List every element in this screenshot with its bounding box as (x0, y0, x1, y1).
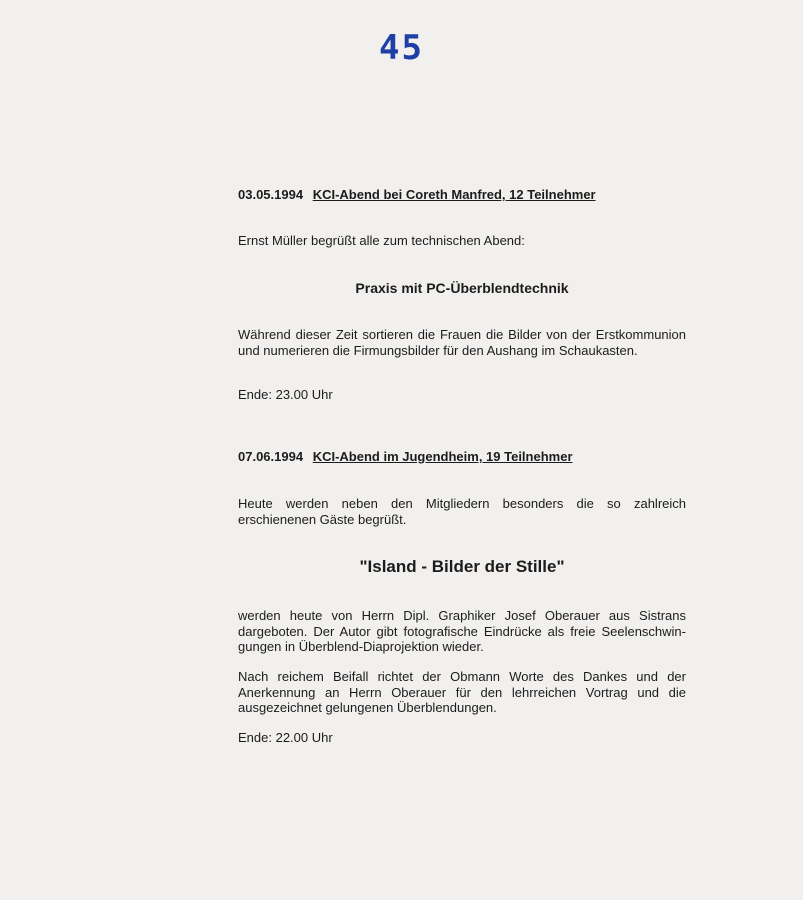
entry-intro: Heute werden neben den Mitgliedern besonders die so zahlreich erschienenen Gäste begrüßt. (238, 496, 686, 527)
entry-paragraph: werden heute von Herrn Dipl. Graphiker Josef Oberauer aus Sistrans dargeboten. Der Autor gibt fotografische Eindrücke als freie Seelenschwin-gungen in Überblend-Diaprojektion wieder. (238, 608, 686, 654)
entry-end-time: Ende: 23.00 Uhr (238, 387, 333, 402)
entry-header (238, 187, 596, 202)
entry-topic: "Island - Bilder der Stille" (359, 557, 565, 576)
entry-title: KCI-Abend bei Coreth Manfred, 12 Teilnehmer (312, 187, 596, 202)
page-number: 45 (379, 28, 424, 68)
entry-date: 07.06.1994 (238, 449, 304, 464)
entry-paragraph: Während dieser Zeit sortieren die Frauen die Bilder von der Erstkommunion und numerieren die Firmungsbilder für den Aushang im Schaukasten. (238, 327, 686, 358)
entry-intro: Ernst Müller begrüßt alle zum technischen Abend: (238, 233, 525, 248)
entry-title: KCI-Abend im Jugendheim, 19 Teilnehmer (312, 449, 573, 464)
entry-end-time: Ende: 22.00 Uhr (238, 730, 333, 745)
entry-paragraph: Nach reichem Beifall richtet der Obmann Worte des Dankes und der Anerkennung an Herrn Oberauer für den lehrreichen Vortrag und die ausgezeichnet gelungenen Überblendungen. (238, 669, 686, 715)
entry-header (238, 449, 573, 464)
entry-topic: Praxis mit PC-Überblendtechnik (355, 280, 569, 296)
entry-date: 03.05.1994 (238, 187, 304, 202)
